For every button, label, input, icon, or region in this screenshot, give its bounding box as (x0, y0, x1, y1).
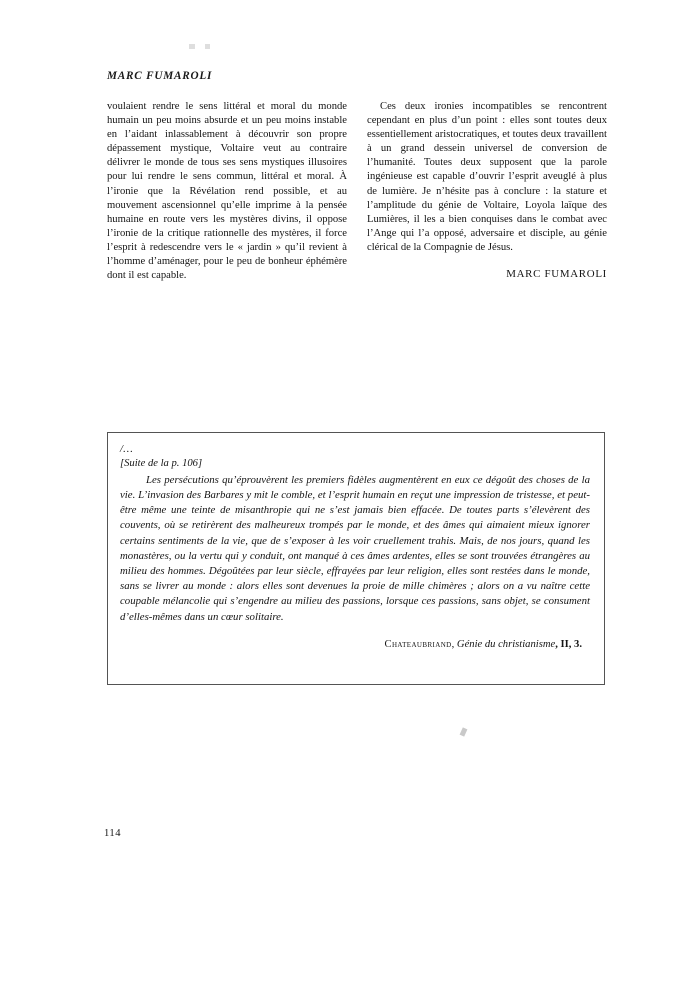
slash-marker: /… (120, 444, 133, 455)
attribution-separator: , (451, 638, 457, 650)
right-column-paragraph: Ces deux ironies incompatibles se rencontrent cependant en plus d’un point : elles sont toutes deux essentiellement aristocratiques, et toutes deux travaillent à un grand dessein universel de conversion de l’humanité. Toutes deux supposent que la parole ingénieuse est capable d’ouvrir l’esprit aveuglé à plus de lumière. Je n’hésite pas à conclure : la stature et l’amplitude du génie de Voltaire, Loyola laïque des Lumières, il les a bien conquises dans le combat avec l’Ange qui l’a opposé, adversaire et disciple, au génie clérical de la Compagnie de Jésus. (367, 101, 607, 253)
scan-speck-icon (460, 727, 468, 736)
right-column (367, 100, 607, 283)
attribution-work-title: Génie du christianisme (456, 638, 556, 650)
page-number: 114 (104, 828, 121, 839)
continuation-note-box (107, 432, 605, 685)
author-signature: MARC FUMAROLI (506, 268, 607, 281)
scan-speck-icon (205, 44, 210, 49)
attribution-reference: , II, 3. (555, 638, 582, 650)
quotation-attribution (120, 639, 582, 650)
left-column-paragraph: voulaient rendre le sens littéral et moral du monde humain un peu moins absurde et un peu moins instable en l’aidant inlassablement à découvrir son propre dépassement mystique, Voltaire veut au contraire délivrer le monde de tous ses sens mystiques illusoires pour lui rendre le sens commun, littéral et moral. À l’ironie que la Révélation rend possible, et au mouvement ascensionnel qu’elle imprime à la pensée humaine en route vers les mystères divins, il oppose l’ironie de la critique rationnelle des mystères, il force l’esprit à redescendre vers le « jardin » qu’il revient à l’homme d’aménager, pour le peu de bonheur éphémère dont il est capable. (107, 101, 347, 282)
chateaubriand-quotation: Les persécutions qu’éprouvèrent les premiers fidèles augmentèrent en eux ce dégoût des choses de la vie. L’invasion des Barbares y mit le comble, et l’esprit humain en reçut une impression de tristesse, et peut-être même une teinte de misanthropie qui ne s’est jamais bien effacée. De toutes parts s’élevèrent des couvents, où se retirèrent des malheureux trompés par le monde, et des âmes qui aimaient mieux ignorer certains sentiments de la vie, que de s’exposer à les voir cruellement trahis. Mais, de nos jours, quand les monastères, ou la vertu qui y conduit, ont manqué à ces âmes ardentes, elles se sont trouvées étrangères au milieu des hommes. Dégoûtées par leur siècle, effrayées par leur religion, elles sont restées dans le monde, sans se livrer au monde : alors elles sont devenues la proie de mille chimères ; alors on a vu naître cette coupable mélancolie qui s’engendre au milieu des passions, lorsque ces passions, sans objet, se consument d’elles-mêmes dans un cœur solitaire. (120, 473, 590, 623)
continuation-reference: [Suite de la p. 106] (120, 458, 203, 470)
scan-speck-icon (189, 44, 195, 49)
note-box-content (108, 433, 604, 650)
attribution-author: Chateaubriand (384, 638, 452, 650)
two-column-body (107, 100, 607, 283)
running-head: MARC FUMAROLI (107, 70, 213, 82)
left-column (107, 100, 347, 283)
